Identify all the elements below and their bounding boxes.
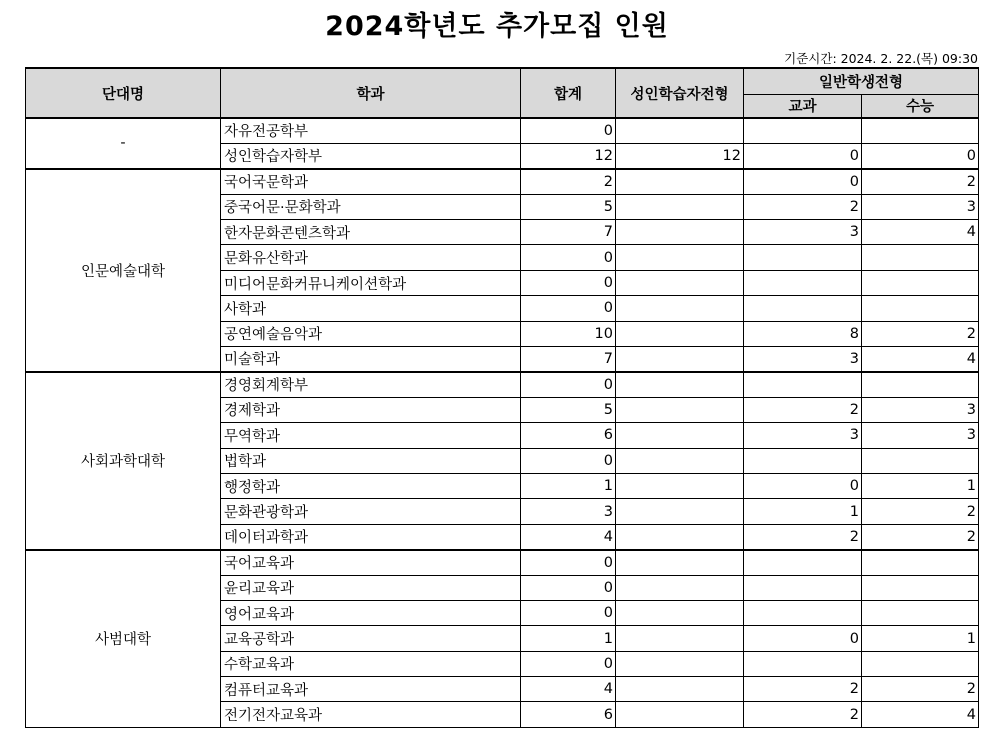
course-cell [744, 600, 862, 625]
csat-cell: 4 [862, 702, 979, 727]
adult-cell [616, 270, 744, 295]
total-cell: 1 [521, 626, 616, 651]
page-title: 2024학년도 추가모집 인원 [325, 11, 669, 42]
csat-cell [862, 550, 979, 575]
dept-cell: 수학교육과 [221, 651, 521, 676]
adult-cell [616, 220, 744, 245]
adult-cell [616, 245, 744, 270]
csat-cell: 3 [862, 423, 979, 448]
course-cell [744, 372, 862, 397]
total-cell: 0 [521, 270, 616, 295]
header-dept: 학과 [221, 68, 521, 118]
adult-cell [616, 600, 744, 625]
total-cell: 0 [521, 600, 616, 625]
total-cell: 0 [521, 448, 616, 473]
course-cell: 2 [744, 194, 862, 219]
table-row [26, 118, 979, 143]
adult-cell [616, 321, 744, 346]
csat-cell: 1 [862, 626, 979, 651]
csat-cell: 0 [862, 143, 979, 168]
college-cell: - [26, 118, 221, 169]
dept-cell: 중국어문·문화학과 [221, 194, 521, 219]
total-cell: 10 [521, 321, 616, 346]
dept-cell: 영어교육과 [221, 600, 521, 625]
total-cell: 4 [521, 524, 616, 549]
course-cell: 1 [744, 499, 862, 524]
dept-cell: 문화유산학과 [221, 245, 521, 270]
total-cell: 0 [521, 651, 616, 676]
csat-cell [862, 448, 979, 473]
csat-cell: 3 [862, 397, 979, 422]
table-row [26, 550, 979, 575]
course-cell: 0 [744, 473, 862, 498]
total-cell: 0 [521, 296, 616, 321]
course-cell [744, 245, 862, 270]
dept-cell: 공연예술음악과 [221, 321, 521, 346]
csat-cell [862, 372, 979, 397]
total-cell: 6 [521, 423, 616, 448]
csat-cell: 1 [862, 473, 979, 498]
college-cell: 사범대학 [26, 550, 221, 728]
dept-cell: 법학과 [221, 448, 521, 473]
total-cell: 3 [521, 499, 616, 524]
dept-cell: 국어국문학과 [221, 169, 521, 194]
csat-cell [862, 296, 979, 321]
dept-cell: 국어교육과 [221, 550, 521, 575]
adult-cell [616, 575, 744, 600]
csat-cell: 2 [862, 524, 979, 549]
dept-cell: 데이터과학과 [221, 524, 521, 549]
header-general: 일반학생전형 [744, 68, 979, 94]
dept-cell: 컴퓨터교육과 [221, 677, 521, 702]
adult-cell [616, 473, 744, 498]
csat-cell: 4 [862, 220, 979, 245]
adult-cell [616, 296, 744, 321]
csat-cell [862, 600, 979, 625]
total-cell: 5 [521, 397, 616, 422]
total-cell: 7 [521, 220, 616, 245]
total-cell: 5 [521, 194, 616, 219]
total-cell: 6 [521, 702, 616, 727]
adult-cell [616, 550, 744, 575]
course-cell [744, 550, 862, 575]
college-cell: 인문예술대학 [26, 169, 221, 372]
dept-cell: 문화관광학과 [221, 499, 521, 524]
csat-cell: 2 [862, 169, 979, 194]
table-body [26, 118, 979, 727]
total-cell: 7 [521, 347, 616, 372]
course-cell [744, 270, 862, 295]
header-college: 단대명 [26, 68, 221, 118]
total-cell: 2 [521, 169, 616, 194]
dept-cell: 미술학과 [221, 347, 521, 372]
dept-cell: 경제학과 [221, 397, 521, 422]
course-cell [744, 118, 862, 143]
dept-cell: 행정학과 [221, 473, 521, 498]
adult-cell [616, 677, 744, 702]
table-row [26, 169, 979, 194]
csat-cell [862, 270, 979, 295]
adult-cell [616, 423, 744, 448]
dept-cell: 한자문화콘텐츠학과 [221, 220, 521, 245]
dept-cell: 무역학과 [221, 423, 521, 448]
header-adult: 성인학습자전형 [616, 68, 744, 118]
adult-cell [616, 524, 744, 549]
adult-cell [616, 448, 744, 473]
dept-cell: 미디어문화커뮤니케이션학과 [221, 270, 521, 295]
adult-cell [616, 118, 744, 143]
course-cell: 2 [744, 397, 862, 422]
course-cell: 3 [744, 220, 862, 245]
csat-cell [862, 245, 979, 270]
dept-cell: 자유전공학부 [221, 118, 521, 143]
adult-cell: 12 [616, 143, 744, 168]
adult-cell [616, 372, 744, 397]
csat-cell [862, 651, 979, 676]
course-cell: 3 [744, 347, 862, 372]
csat-cell: 2 [862, 321, 979, 346]
dept-cell: 윤리교육과 [221, 575, 521, 600]
csat-cell: 2 [862, 677, 979, 702]
table-row [26, 372, 979, 397]
total-cell: 0 [521, 118, 616, 143]
adult-cell [616, 702, 744, 727]
adult-cell [616, 347, 744, 372]
course-cell: 2 [744, 702, 862, 727]
course-cell: 8 [744, 321, 862, 346]
header-csat: 수능 [862, 94, 979, 118]
total-cell: 0 [521, 550, 616, 575]
course-cell: 0 [744, 169, 862, 194]
header-total: 합계 [521, 68, 616, 118]
adult-cell [616, 499, 744, 524]
course-cell [744, 448, 862, 473]
course-cell: 2 [744, 677, 862, 702]
dept-cell: 성인학습자학부 [221, 143, 521, 168]
admission-table [25, 67, 979, 728]
total-cell: 0 [521, 372, 616, 397]
adult-cell [616, 397, 744, 422]
total-cell: 4 [521, 677, 616, 702]
adult-cell [616, 194, 744, 219]
header-course: 교과 [744, 94, 862, 118]
course-cell [744, 296, 862, 321]
dept-cell: 교육공학과 [221, 626, 521, 651]
course-cell [744, 575, 862, 600]
total-cell: 12 [521, 143, 616, 168]
dept-cell: 경영회계학부 [221, 372, 521, 397]
course-cell: 3 [744, 423, 862, 448]
csat-cell [862, 575, 979, 600]
adult-cell [616, 651, 744, 676]
total-cell: 0 [521, 245, 616, 270]
csat-cell [862, 118, 979, 143]
adult-cell [616, 626, 744, 651]
csat-cell: 3 [862, 194, 979, 219]
course-cell [744, 651, 862, 676]
course-cell: 0 [744, 626, 862, 651]
college-cell: 사회과학대학 [26, 372, 221, 550]
course-cell: 2 [744, 524, 862, 549]
dept-cell: 사학과 [221, 296, 521, 321]
total-cell: 1 [521, 473, 616, 498]
csat-cell: 4 [862, 347, 979, 372]
total-cell: 0 [521, 575, 616, 600]
timestamp: 기준시간: 2024. 2. 22.(목) 09:30 [784, 51, 978, 66]
course-cell: 0 [744, 143, 862, 168]
csat-cell: 2 [862, 499, 979, 524]
adult-cell [616, 169, 744, 194]
dept-cell: 전기전자교육과 [221, 702, 521, 727]
